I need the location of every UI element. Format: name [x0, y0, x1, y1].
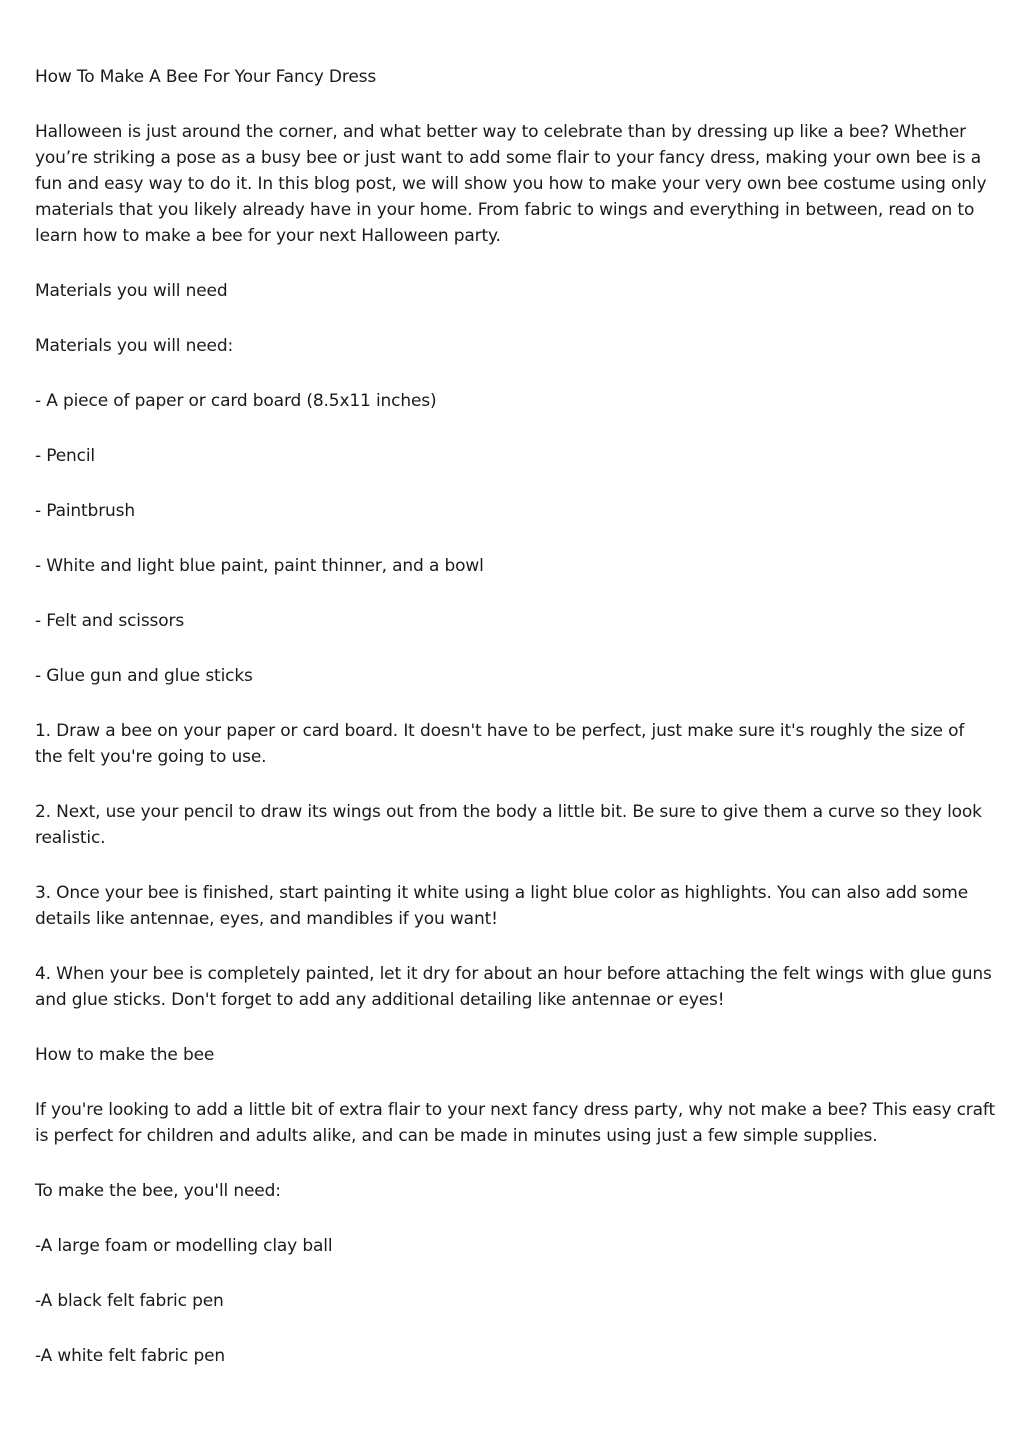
section-heading-make-bee: How to make the bee	[35, 1045, 215, 1065]
make-bee-paragraph: If you're looking to add a little bit of extra flair to your next fancy dress party, why not make a bee? This easy craft is perfect for children and adults alike, and can be made in minutes using just a few simple supplies.	[35, 1100, 995, 1146]
list-item: -A white felt fabric pen	[35, 1346, 226, 1366]
section-heading-materials: Materials you will need	[35, 281, 228, 301]
list-item: - Paintbrush	[35, 501, 135, 521]
step-4: 4. When your bee is completely painted, let it dry for about an hour before attaching the felt wings with glue guns and glue sticks. Don't forget to add any additional detailing like antennae or eyes!	[35, 964, 992, 1010]
intro-paragraph: Halloween is just around the corner, and what better way to celebrate than by dressing up like a bee? Whether you’re striking a pose as a busy bee or just want to add some flair to your fancy dress, making your own bee is a fun and easy way to do it. In this blog post, we will show you how to make your very own bee costume using only materials that you likely already have in your home. From fabric to wings and everything in between, read on to learn how to make a bee for your next Halloween party.	[35, 122, 987, 246]
list-item: - A piece of paper or card board (8.5x11 inches)	[35, 391, 437, 411]
document-title: How To Make A Bee For Your Fancy Dress	[35, 67, 377, 87]
supplies-intro: To make the bee, you'll need:	[35, 1181, 281, 1201]
list-item: -A black felt fabric pen	[35, 1291, 224, 1311]
list-item: - Pencil	[35, 446, 96, 466]
document-body	[35, 64, 995, 1398]
list-item: -A large foam or modelling clay ball	[35, 1236, 333, 1256]
step-2: 2. Next, use your pencil to draw its wings out from the body a little bit. Be sure to give them a curve so they look realistic.	[35, 802, 982, 848]
step-1: 1. Draw a bee on your paper or card board. It doesn't have to be perfect, just make sure it's roughly the size of the felt you're going to use.	[35, 721, 965, 767]
list-item: - Felt and scissors	[35, 611, 185, 631]
materials-intro: Materials you will need:	[35, 336, 234, 356]
list-item: - Glue gun and glue sticks	[35, 666, 253, 686]
list-item: - White and light blue paint, paint thinner, and a bowl	[35, 556, 484, 576]
step-3: 3. Once your bee is finished, start painting it white using a light blue color as highlights. You can also add some details like antennae, eyes, and mandibles if you want!	[35, 883, 968, 929]
